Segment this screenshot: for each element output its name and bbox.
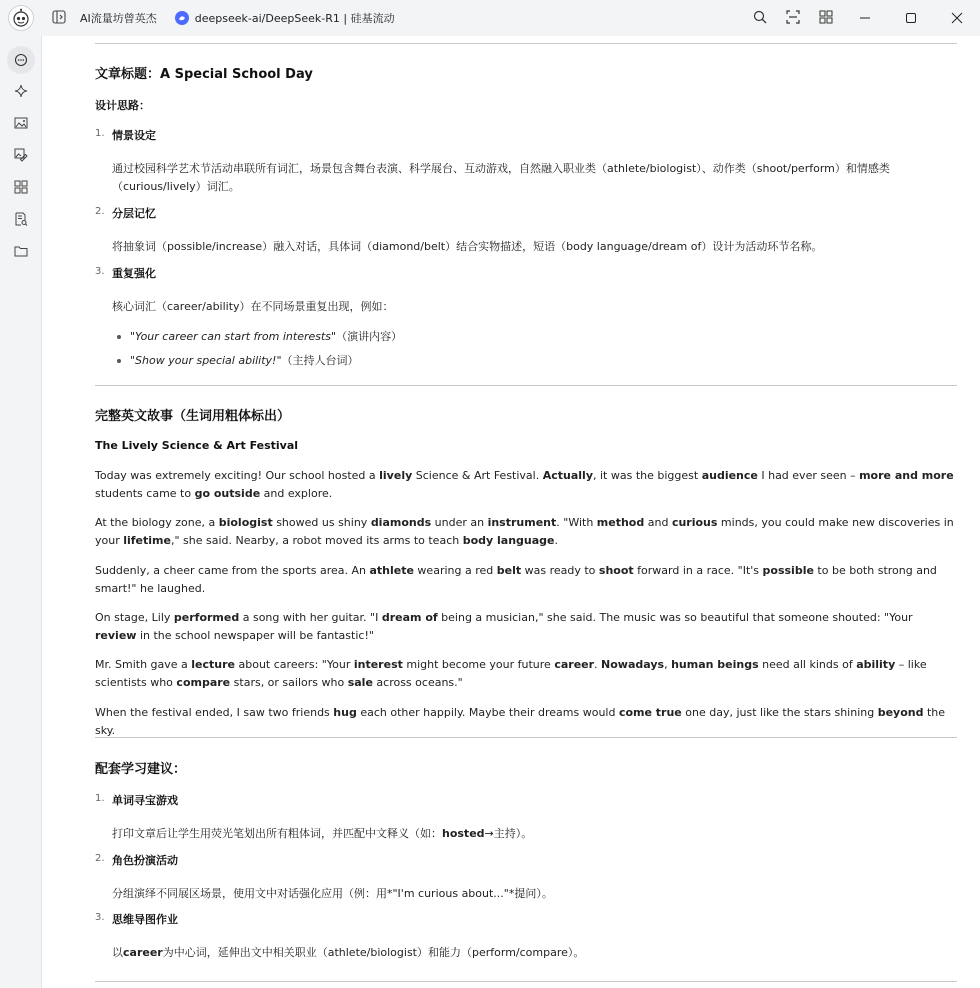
list-number: 3. [95, 266, 105, 277]
vocab-word: lively [379, 469, 413, 482]
apps-grid-icon [819, 9, 833, 28]
text-run: – like scientists who [95, 658, 927, 689]
title-bar [0, 0, 980, 36]
list-item-body [112, 944, 942, 962]
text-run: being a musician," she said. The music was so beautiful that someone shouted: "Your [437, 611, 913, 624]
text-run: When the festival ended, I saw two friends [95, 706, 334, 719]
vocab-word: possible [762, 564, 814, 577]
divider [95, 43, 957, 44]
vocab-word: belt [496, 564, 522, 577]
vocab-word: audience [701, 469, 758, 482]
text-run: I had ever seen – [757, 469, 860, 482]
rail-image-button[interactable] [0, 108, 42, 140]
tab-deepseek-label: deepseek-ai/DeepSeek-R1 | 硅基流动 [194, 12, 395, 25]
vocab-word: review [95, 629, 137, 642]
text-run: 分组演绎不同展区场景，使用文中对话强化应用（例：用*"I'm curious about..."*提问）。 [112, 887, 553, 900]
deepseek-logo-icon [175, 11, 189, 25]
apps-grid-button[interactable] [809, 0, 842, 36]
tab-ai-flow[interactable]: AI流量坊曾英杰 [80, 12, 157, 25]
text-run: . [554, 534, 559, 547]
divider [95, 737, 957, 738]
left-rail [0, 36, 42, 988]
list-item-body [112, 885, 942, 903]
vocab-word: body language [462, 534, 555, 547]
apps-icon [14, 179, 28, 198]
vocab-word: more and more [859, 469, 954, 482]
rail-image-edit-button[interactable] [0, 140, 42, 172]
story-paragraph [95, 467, 957, 503]
rail-folder-button[interactable] [0, 236, 42, 268]
maximize-button[interactable] [888, 0, 934, 36]
rail-chat-button[interactable] [0, 44, 42, 76]
text-run: ," she said. Nearby, a robot moved its arms to teach [170, 534, 463, 547]
story-heading: 完整英文故事（生词用粗体标出） [95, 409, 291, 424]
story-paragraph [95, 704, 957, 740]
vocab-word: career [554, 658, 595, 671]
text-run: under an [431, 516, 488, 529]
list-item-title: 重复强化 [112, 267, 156, 280]
close-icon [951, 9, 963, 28]
vocab-word: Actually [542, 469, 593, 482]
list-number: 1. [95, 793, 105, 804]
text-run: each other happily. Maybe their dreams would [356, 706, 619, 719]
list-item-body [112, 825, 942, 843]
maximize-icon [905, 9, 917, 28]
text-run: At the biology zone, a [95, 516, 219, 529]
text-run: , [664, 658, 672, 671]
text-run: need all kinds of [758, 658, 857, 671]
screen-capture-icon [786, 9, 800, 28]
text-run: 为中心词，延伸出文中相关职业（athlete/biologist）和能力（perform/compare）。 [162, 946, 585, 959]
text-run: 以 [112, 946, 123, 959]
text-run: Mr. Smith gave a [95, 658, 192, 671]
search-button[interactable] [743, 0, 776, 36]
text-run: about careers: "Your [235, 658, 354, 671]
vocab-word: athlete [369, 564, 414, 577]
list-item-title: 分层记忆 [112, 207, 156, 220]
vocab-word: sale [347, 676, 373, 689]
text-run: Science & Art Festival. [412, 469, 543, 482]
sidebar-toggle-icon [52, 9, 66, 28]
vocab-word: instrument [487, 516, 557, 529]
vocab-word: hosted [442, 827, 485, 840]
story-paragraph [95, 514, 957, 550]
minimize-button[interactable] [842, 0, 888, 36]
text-run: in the school newspaper will be fantastic!" [136, 629, 374, 642]
list-item-title: 思维导图作业 [112, 913, 178, 926]
text-run: Suddenly, a cheer came from the sports area. An [95, 564, 370, 577]
vocab-word: hug [333, 706, 357, 719]
vocab-word: interest [353, 658, 403, 671]
chat-content [42, 36, 980, 988]
vocab-word: come true [618, 706, 682, 719]
list-number: 2. [95, 206, 105, 217]
folder-icon [14, 243, 28, 262]
story-paragraph [95, 656, 957, 692]
divider [95, 385, 957, 386]
rail-document-search-button[interactable] [0, 204, 42, 236]
example-note: （主持人台词） [281, 354, 359, 367]
text-run: . "With [556, 516, 597, 529]
text-run: across oceans." [372, 676, 463, 689]
suggestions-heading: 配套学习建议： [95, 762, 187, 777]
text-run: was ready to [521, 564, 599, 577]
tab-deepseek[interactable] [175, 10, 395, 26]
vocab-word: human beings [671, 658, 759, 671]
vocab-word: compare [176, 676, 231, 689]
vocab-word: go outside [194, 487, 261, 500]
story-title: The Lively Science & Art Festival [95, 439, 299, 452]
text-run: . [594, 658, 602, 671]
example-item [130, 328, 402, 344]
vocab-word: Nowadays [601, 658, 665, 671]
text-run: On stage, Lily [95, 611, 174, 624]
document-search-icon [14, 211, 28, 230]
vocab-word: shoot [598, 564, 634, 577]
rail-apps-button[interactable] [0, 172, 42, 204]
list-number: 2. [95, 853, 105, 864]
text-run: Today was extremely exciting! Our school hosted a [95, 469, 380, 482]
sparkle-icon [14, 83, 28, 102]
vocab-word: biologist [218, 516, 273, 529]
list-item-body: 核心词汇（career/ability）在不同场景重复出现，例如： [112, 300, 394, 313]
text-run: might become your future [402, 658, 555, 671]
design-heading: 设计思路： [95, 99, 150, 112]
minimize-icon [859, 9, 871, 28]
vocab-word: curious [671, 516, 718, 529]
text-run: showed us shiny [272, 516, 371, 529]
story-paragraph [95, 609, 957, 645]
text-run: stars, or sailors who [230, 676, 348, 689]
example-note: （演讲内容） [336, 330, 403, 343]
rail-sparkle-button[interactable] [0, 76, 42, 108]
text-run: minds, you could make new discoveries in your [95, 516, 954, 547]
text-run: and explore. [260, 487, 333, 500]
text-run: wearing a red [413, 564, 497, 577]
example-quote: "Your career can start from interests" [130, 330, 337, 343]
text-run: →主持）。 [484, 827, 533, 840]
image-icon [14, 115, 28, 134]
text-run: forward in a race. "It's [633, 564, 763, 577]
sidebar-toggle-button[interactable] [46, 5, 72, 31]
text-run: the sky. [95, 706, 946, 737]
vocab-word: lecture [191, 658, 236, 671]
vocab-word: performed [173, 611, 240, 624]
list-number: 3. [95, 912, 105, 923]
story-paragraph [95, 562, 957, 598]
list-number: 1. [95, 128, 105, 139]
vocab-word: career [123, 946, 163, 959]
article-title: 文章标题：A Special School Day [95, 67, 313, 82]
example-item [130, 352, 359, 368]
chat-icon [7, 46, 35, 74]
list-item-title: 单词寻宝游戏 [112, 794, 178, 807]
bullet-dot [117, 335, 121, 339]
text-run: one day, just like the stars shining [681, 706, 878, 719]
vocab-word: lifetime [123, 534, 171, 547]
list-item-body: 将抽象词（possible/increase）融入对话，具体词（diamond/belt）结合实物描述，短语（body language/dream of）设计为活动环节名称。 [112, 240, 823, 253]
text-run: students came to [95, 487, 195, 500]
vocab-word: method [596, 516, 645, 529]
text-run: , it was the biggest [593, 469, 702, 482]
list-item-body: 通过校园科学艺术节活动串联所有词汇，场景包含舞台表演、科学展台、互动游戏，自然融入职业类（athlete/biologist）、动作类（shoot/perform）和情感类（curious/lively）词汇。 [112, 162, 890, 193]
vocab-word: dream of [381, 611, 438, 624]
image-edit-icon [14, 147, 28, 166]
example-quote: "Show your special ability!" [130, 354, 282, 367]
text-run: to be both strong and smart!" he laughed. [95, 564, 937, 595]
vocab-word: beyond [877, 706, 924, 719]
search-icon [753, 9, 767, 28]
vocab-word: diamonds [370, 516, 432, 529]
list-item-title: 情景设定 [112, 129, 156, 142]
close-button[interactable] [934, 0, 980, 36]
divider [95, 981, 957, 982]
text-run: a song with her guitar. "I [239, 611, 382, 624]
text-run: 打印文章后让学生用荧光笔划出所有粗体词，并匹配中文释义（如： [112, 827, 442, 840]
robot-avatar-icon[interactable] [8, 5, 34, 31]
list-item-title: 角色扮演活动 [112, 854, 178, 867]
screen-capture-button[interactable] [776, 0, 809, 36]
bullet-dot [117, 359, 121, 363]
vocab-word: ability [856, 658, 896, 671]
text-run: and [644, 516, 672, 529]
